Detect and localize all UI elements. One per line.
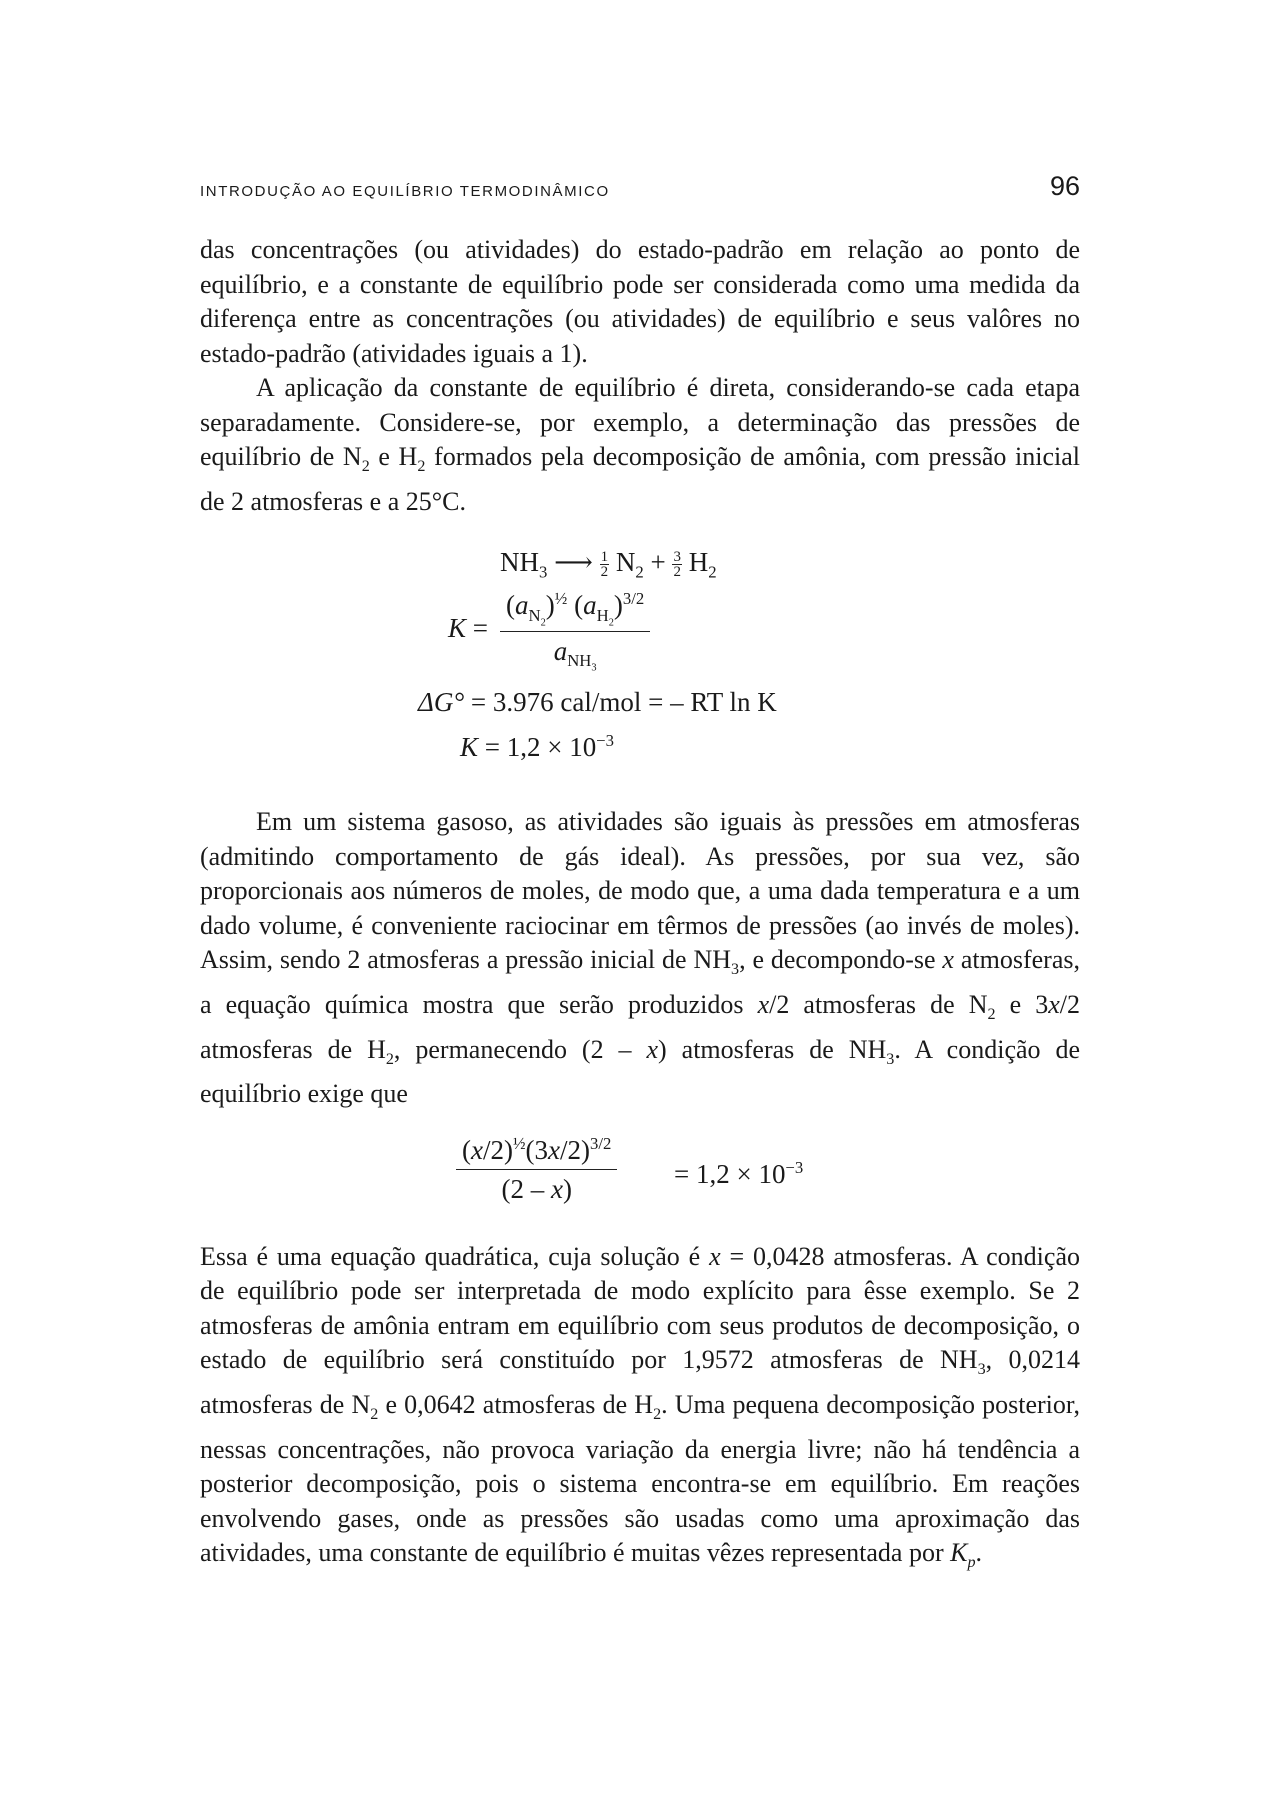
equilibrium-fraction: $\frac{(x/2)^{\frac{1}{2}}(3x/2)^{3/2}}{(2 - x)}$ — [456, 1134, 617, 1205]
k-definition-equation: K = $(a_{N_2})^{\frac{1}{2}}$ $(a_{H_2})^{3/2}$ $a_{NH_3}$ — [200, 587, 1080, 683]
paragraph-1: das concentrações (ou atividades) do estado-padrão em relação ao ponto de equilíbrio, e a constante de equilíbrio pode ser considerada como uma medida da diferença entre as concentrações (ou atividades) de equilíbrio e seus valôres no estado-padrão (atividades iguais a 1). — [200, 235, 1080, 368]
page-body — [200, 233, 1080, 1581]
paragraph-4: Essa é uma equação quadrática, cuja solução é x = 0,0428 atmosferas. A condição de equilíbrio pode ser interpretada de modo explícito para êsse exemplo. Se 2 atmosferas de amônia entram em equilíbrio com seus produtos de decomposição, o estado de equilíbrio será constituído por 1,9572 atmosferas de $NH_3$, 0,0214 atmosferas de $N_2$ e 0,0642 atmosferas de $H_2$. Uma pequena decomposição posterior, nessas concentrações, não provoca variação da energia livre; não há tendência a posterior decomposição, pois o sistema encontra-se em equilíbrio. Em reações envolvendo gases, onde as pressões são usadas como uma aproximação das atividades, uma constante de equilíbrio é muitas vêzes representada por $K_p$. — [200, 1241, 1080, 1572]
page-header — [200, 168, 1080, 202]
reaction-equation: $NH_3$ ⟶ $\frac{1}{2}$ $N_2$ + $\frac{3}{2}$ $H_2$ — [500, 547, 717, 582]
paragraph-2: A aplicação da constante de equilíbrio é direta, considerando-se cada etapa separadamente. Considere-se, por exemplo, a determinação das pressões de equilíbrio de $N_2$ e $H_2$ formados pela decomposição de amônia, com pressão inicial de 2 atmosferas e a 25°C. — [200, 373, 1080, 516]
delta-g-equation: ΔG° = 3.976 cal/mol = – RT ln K — [418, 687, 777, 718]
page-number: 96 — [1049, 171, 1080, 201]
k-value-equation: $K = 1,2 \times 10^{-3}$ — [460, 731, 615, 763]
k-fraction: $(a_{N_2})^{\frac{1}{2}}$ $(a_{H_2})^{3/2}$ $a_{NH_3}$ — [500, 589, 650, 673]
equilibrium-condition-equation: $\frac{(x/2)^{\frac{1}{2}}(3x/2)^{3/2}}{(2 - x)}$ = $1,2 \times 10^{-3}$ — [200, 1128, 1080, 1220]
equation-block-1 — [200, 543, 1080, 771]
paragraph-3: Em um sistema gasoso, as atividades são iguais às pressões em atmosferas (admitindo comportamento de gás ideal). As pressões, por sua vez, são proporcionais aos números de moles, de modo que, a uma dada temperatura e a um dado volume, é conveniente raciocinar em têrmos de pressões (ao invés de moles). Assim, sendo 2 atmosferas a pressão inicial de $NH_3$, e decompondo-se x atmosferas, a equação química mostra que serão produzidos x/2 atmosferas de $N_2$ e 3x/2 atmosferas de $H_2$, permanecendo (2 – x) atmosferas de $NH_3$. A condição de equilíbrio exige que — [200, 807, 1081, 1109]
running-title: INTRODUÇÃO AO EQUILÍBRIO TERMODINÂMICO — [200, 183, 610, 200]
